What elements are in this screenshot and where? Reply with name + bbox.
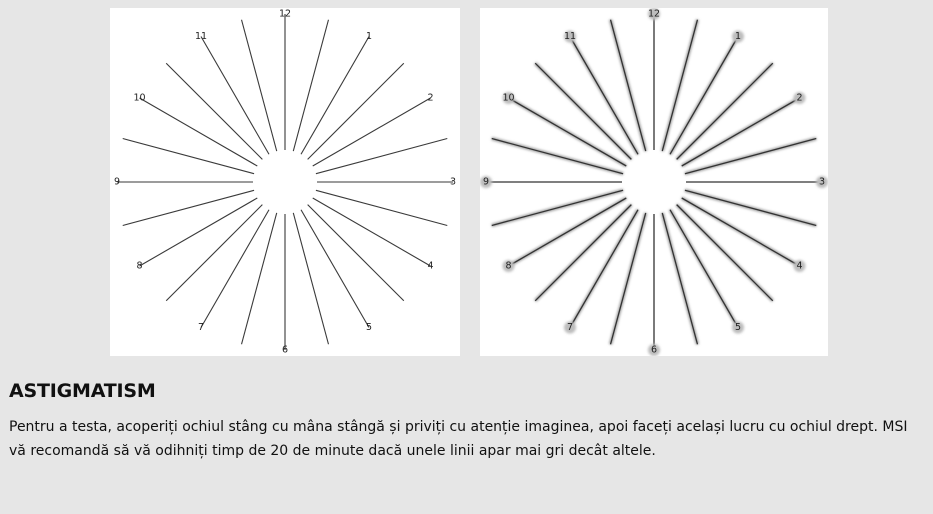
blurred-ray-23: [611, 20, 646, 151]
blurred-ray-8: [682, 198, 800, 266]
sharp-ray-21: [166, 63, 262, 159]
sharp-hour-label-1: 1: [365, 31, 373, 43]
blurred-hour-label-1: 1: [734, 31, 742, 43]
blurred-hour-label-12: 12: [647, 8, 661, 20]
astigmatism-chart-sharp: [110, 8, 460, 356]
sharp-ray-17: [123, 190, 254, 225]
sharp-ray-22: [201, 37, 269, 155]
sharp-ray-20: [140, 98, 258, 166]
sharp-ray-1: [293, 20, 328, 151]
blurred-ray-1: [662, 20, 697, 151]
blurred-hour-label-3: 3: [818, 176, 826, 188]
sharp-hour-label-6: 6: [281, 344, 289, 356]
sharp-ray-23: [242, 20, 277, 151]
sharp-hour-label-7: 7: [197, 321, 205, 333]
blurred-ray-20: [509, 98, 627, 166]
blurred-hour-label-11: 11: [563, 31, 577, 43]
sharp-ray-13: [242, 213, 277, 344]
sharp-ray-2: [301, 37, 369, 155]
blurred-ray-15: [535, 205, 631, 301]
blurred-dial-svg: [480, 8, 828, 356]
sharp-hour-label-4: 4: [427, 260, 434, 272]
blurred-ray-11: [662, 213, 697, 344]
blurred-hour-label-9: 9: [482, 176, 490, 188]
sharp-ray-7: [316, 190, 447, 225]
astigmatism-chart-blurred: [480, 8, 828, 356]
sharp-ray-15: [166, 205, 262, 301]
sharp-hour-label-11: 11: [194, 31, 208, 43]
sharp-ray-14: [201, 210, 269, 328]
blurred-ray-22: [570, 37, 638, 155]
blurred-ray-4: [682, 98, 800, 166]
blurred-ray-2: [670, 37, 738, 155]
sharp-hour-label-10: 10: [133, 92, 146, 104]
blurred-ray-13: [611, 213, 646, 344]
blurred-ray-3: [677, 63, 773, 159]
sharp-ray-9: [308, 205, 404, 301]
blurred-ray-14: [570, 210, 638, 328]
sharp-hour-label-9: 9: [113, 176, 121, 188]
blurred-ray-7: [685, 190, 816, 225]
sharp-hour-label-3: 3: [449, 176, 457, 188]
sharp-hour-label-2: 2: [427, 92, 434, 104]
blurred-ray-17: [492, 190, 623, 225]
sharp-hour-label-8: 8: [136, 260, 143, 272]
blurred-hour-label-7: 7: [566, 321, 574, 333]
blurred-ray-5: [685, 139, 816, 174]
sharp-hour-label-12: 12: [278, 8, 292, 20]
sharp-ray-16: [140, 198, 258, 266]
blurred-hour-label-10: 10: [502, 92, 515, 104]
blurred-hour-label-6: 6: [650, 344, 658, 356]
blurred-ray-10: [670, 210, 738, 328]
sharp-ray-8: [313, 198, 431, 266]
sharp-ray-4: [313, 98, 431, 166]
sharp-dial-svg: [110, 8, 460, 356]
blurred-ray-19: [492, 139, 623, 174]
blurred-ray-16: [509, 198, 627, 266]
blurred-hour-label-4: 4: [796, 260, 803, 272]
sharp-hour-label-5: 5: [365, 321, 373, 333]
section-title: ASTIGMATISM: [9, 380, 156, 402]
sharp-ray-5: [316, 139, 447, 174]
sharp-ray-10: [301, 210, 369, 328]
section-description: Pentru a testa, acoperiți ochiul stâng cu mâna stângă și priviți cu atenție imaginea, apoi faceți același lucru cu ochiul drept. MSI vă recomandă să vă odihniți timp de 20 de minute dacă unele linii apar mai gri decât altele.: [9, 419, 908, 459]
blurred-hour-label-5: 5: [734, 321, 742, 333]
sharp-ray-3: [308, 63, 404, 159]
blurred-ray-21: [535, 63, 631, 159]
blurred-hour-label-8: 8: [505, 260, 512, 272]
blurred-ray-9: [677, 205, 773, 301]
sharp-ray-19: [123, 139, 254, 174]
sharp-ray-11: [293, 213, 328, 344]
blurred-hour-label-2: 2: [796, 92, 803, 104]
